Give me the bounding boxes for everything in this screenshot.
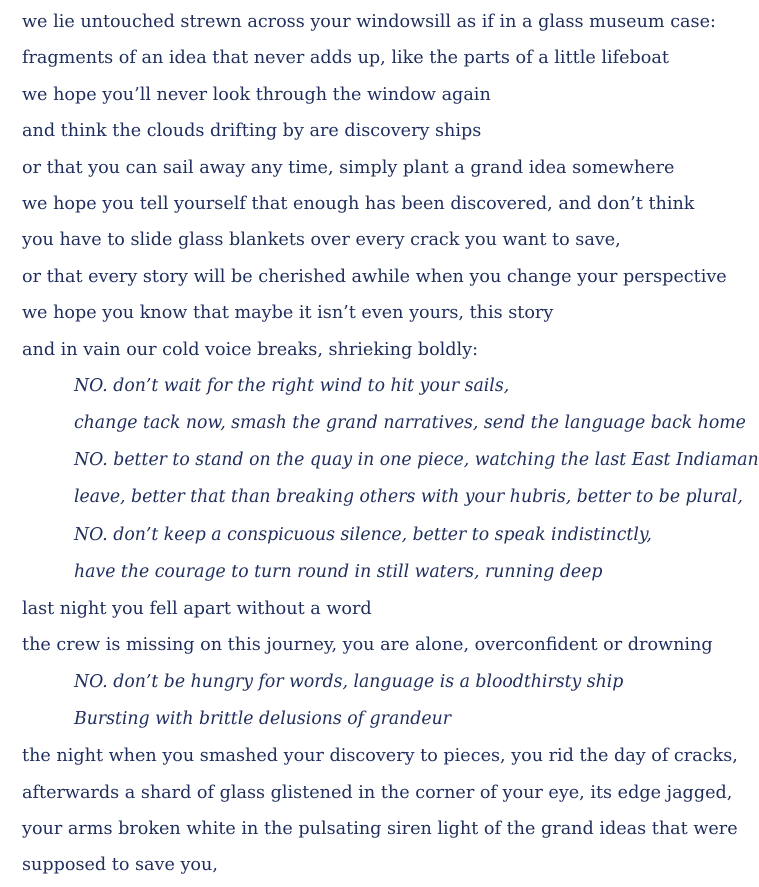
- poem-line: and think the clouds drifting by are discovery ships: [22, 121, 482, 142]
- poem-line: you have to slide glass blankets over every crack you want to save,: [22, 230, 621, 251]
- poem-line: fragments of an idea that never adds up, like the parts of a little lifeboat: [22, 48, 669, 69]
- poem-line: we hope you’ll never look through the window again: [22, 84, 491, 105]
- poem-line-italic: NO. better to stand on the quay in one piece, watching the last East Indiaman: [74, 450, 759, 471]
- poem-line: and in vain our cold voice breaks, shrieking boldly:: [22, 339, 479, 360]
- poem-line: we hope you tell yourself that enough has been discovered, and don’t think: [22, 193, 695, 214]
- poem-line: or that every story will be cherished awhile when you change your perspective: [22, 266, 727, 287]
- poem-line: we lie untouched strewn across your windowsill as if in a glass museum case:: [22, 12, 716, 32]
- poem-line-italic: leave, better that than breaking others with your hubris, better to be plural,: [74, 487, 743, 508]
- poem-line: last night you fell apart without a word: [22, 599, 372, 620]
- poem-line: your arms broken white in the pulsating siren light of the grand ideas that were: [22, 818, 738, 839]
- poem-line: the night when you smashed your discovery to pieces, you rid the day of cracks,: [22, 746, 738, 767]
- poem-line: or that you can sail away any time, simply plant a grand idea somewhere: [22, 157, 675, 178]
- poem-line: the crew is missing on this journey, you are alone, overconfident or drowning: [22, 635, 713, 656]
- poem-line-italic: NO. don’t be hungry for words, language is a bloodthirsty ship: [74, 671, 624, 692]
- poem-line-italic: NO. don’t wait for the right wind to hit your sails,: [74, 375, 510, 396]
- poem-line: supposed to save you,: [22, 855, 218, 876]
- poem-line-italic: change tack now, smash the grand narratives, send the language back home: [74, 413, 746, 434]
- poem-line: afterwards a shard of glass glistened in the corner of your eye, its edge jagged,: [22, 782, 733, 803]
- poem-body: [22, 7, 759, 887]
- poem-line-italic: NO. don’t keep a conspicuous silence, better to speak indistinctly,: [74, 524, 652, 545]
- poem-line-italic: Bursting with brittle delusions of grandeur: [74, 709, 451, 729]
- poem-line: we hope you know that maybe it isn’t even yours, this story: [22, 303, 554, 324]
- poem-line-italic: have the courage to turn round in still waters, running deep: [74, 561, 603, 582]
